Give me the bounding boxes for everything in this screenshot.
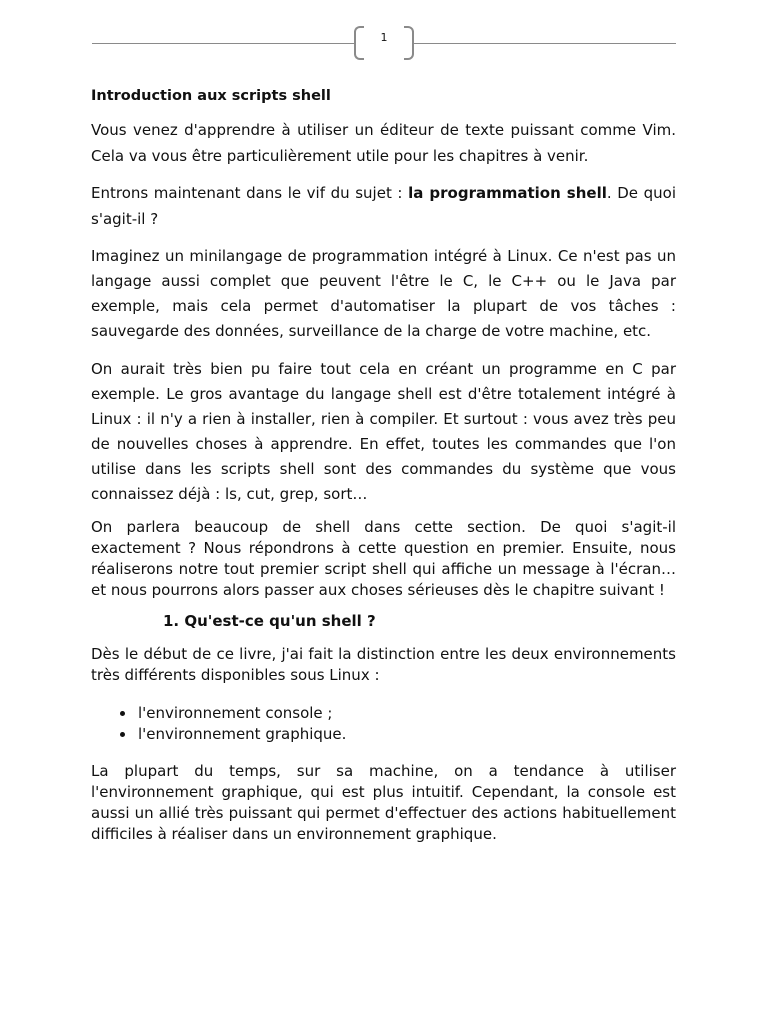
paragraph-environnements: Dès le début de ce livre, j'ai fait la distinction entre les deux environnements très différents disponibles sous Linux : [91, 645, 676, 684]
paragraph-text: . De quoi s'agit-il ? [91, 184, 676, 228]
header-rule-left [92, 43, 354, 44]
paragraph-intro: Vous venez d'apprendre à utiliser un éditeur de texte puissant comme Vim. Cela va vous être particulièrement utile pour les chapitres à venir. [91, 121, 676, 165]
page-header [92, 24, 676, 64]
document-title: Introduction aux scripts shell [91, 88, 331, 104]
paragraph-avantage: On aurait très bien pu faire tout cela en créant un programme en C par exemple. Le gros avantage du langage shell est d'être totalement intégré à Linux : il n'y a rien à installer, rien à compiler. Et surtout : vous avez très peu de nouvelles choses à apprendre. En effet, toutes les commandes que l'on utilise dans les scripts shell sont des commandes du système que vous connaissez déjà : ls, cut, grep, sort… [91, 360, 676, 503]
list-item: • l'environnement graphique. [136, 724, 676, 745]
paragraph-console: La plupart du temps, sur sa machine, on a tendance à utiliser l'environnement graphique, qui est plus intuitif. Cependant, la console est aussi un allié très puissant qui permet d'effectuer des actions habituellement difficiles à réaliser dans un environnement graphique. [91, 762, 676, 843]
document-body [91, 86, 676, 845]
paragraph-programmation-shell [91, 180, 676, 232]
page-number: 1 [380, 31, 388, 44]
list-item: • l'environnement console ; [136, 703, 676, 724]
header-bracket-left [354, 26, 364, 60]
header-rule-right [414, 43, 676, 44]
paragraph-text: Entrons maintenant dans le vif du sujet : [91, 184, 409, 202]
bold-term: la programmation shell [408, 184, 607, 202]
environment-list [91, 703, 676, 745]
header-bracket-right [404, 26, 414, 60]
paragraph-minilangage: Imaginez un minilangage de programmation intégré à Linux. Ce n'est pas un langage aussi complet que peuvent l'être le C, le C++ ou le Java par exemple, mais cela permet d'automatiser la plupart de vos tâches : sauvegarde des données, surveillance de la charge de votre machine, etc. [91, 247, 676, 340]
paragraph-section-overview: On parlera beaucoup de shell dans cette section. De quoi s'agit-il exactement ? Nous répondrons à cette question en premier. Ensuite, nous réaliserons notre tout premier script shell qui affiche un message à l'écran… et nous pourrons alors passer aux choses sérieuses dès le chapitre suivant ! [91, 518, 676, 599]
section-heading: 1. Qu'est-ce qu'un shell ? [163, 612, 376, 630]
